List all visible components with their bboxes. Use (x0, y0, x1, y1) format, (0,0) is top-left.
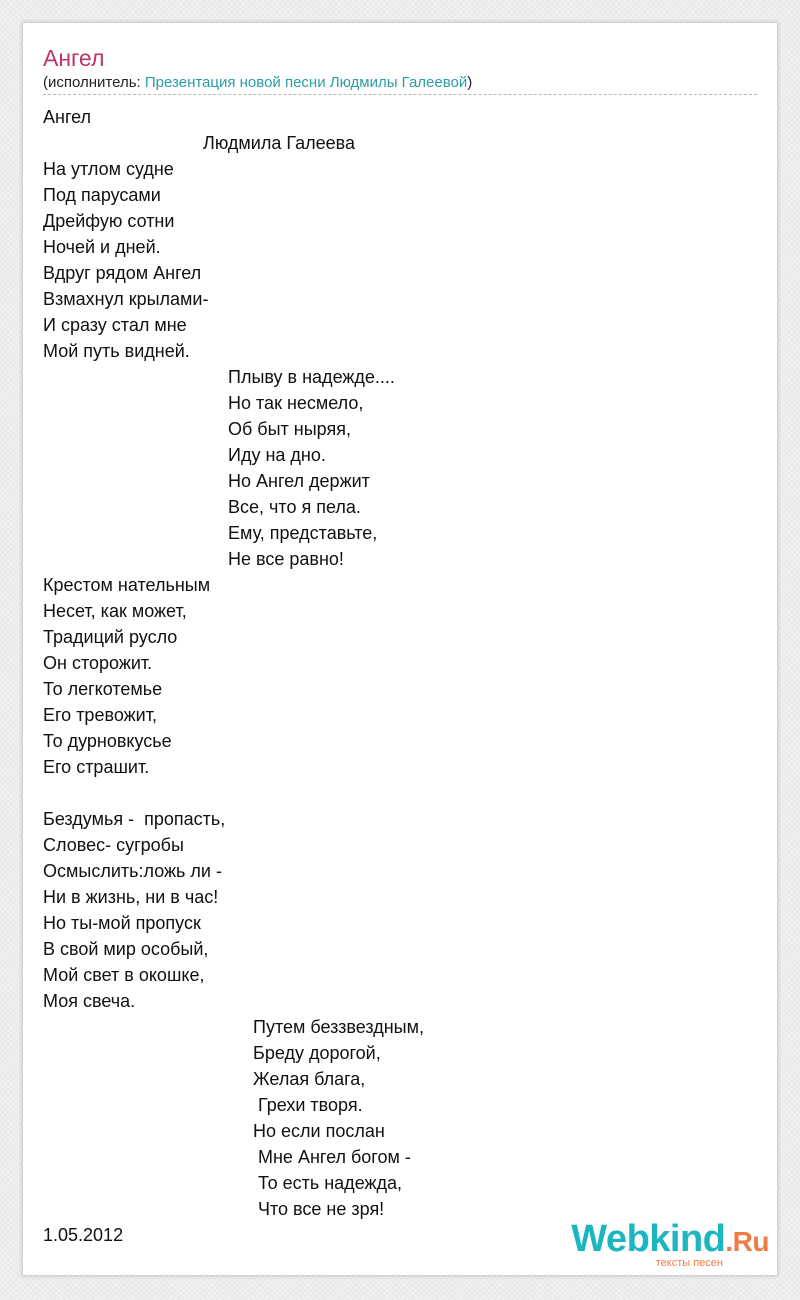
lyric-line: Крестом нательным (43, 575, 211, 595)
lyric-line: Мой свет в окошке, (43, 965, 205, 985)
lyric-line: Он сторожит. (43, 653, 153, 673)
artist-link[interactable]: Презентация новой песни Людмилы Галеевой (144, 74, 468, 91)
lyrics-card (22, 22, 778, 1276)
lyric-line: Моя свеча. (43, 991, 136, 1011)
lyric-line: Вдруг рядом Ангел (43, 263, 202, 283)
lyric-line: В свой мир особый, (43, 939, 209, 959)
lyric-line: Иду на дно. (228, 445, 326, 465)
lyric-line: Но так несмело, (228, 393, 364, 413)
lyrics-body (43, 104, 757, 1222)
artist-line (43, 73, 472, 93)
lyric-line: Бреду дорогой, (253, 1043, 381, 1063)
lyric-line: Но ты-мой пропуск (43, 913, 201, 933)
lyric-line: То дурновкусье (43, 731, 172, 751)
artist-prefix: (исполнитель: (43, 74, 145, 91)
lyric-line: Несет, как может, (43, 601, 187, 621)
lyric-line: Мой путь видней. (43, 341, 190, 361)
logo-ru-text: .Ru (725, 1226, 769, 1257)
lyric-line: Все, что я пела. (228, 497, 361, 517)
logo-wordmark (571, 1220, 769, 1261)
lyric-line: Но если послан (253, 1121, 385, 1141)
lyric-line: Дрейфую сотни (43, 211, 175, 231)
lyric-line: Плыву в надежде.... (228, 367, 395, 387)
logo-main-text: Webkind (571, 1218, 726, 1260)
lyric-line: Словес- сугробы (43, 835, 184, 855)
lyric-line: То легкотемье (43, 679, 163, 699)
lyric-line (43, 780, 757, 806)
lyric-line: Мне Ангел богом - (253, 1147, 411, 1167)
lyric-line: Что все не зря! (253, 1199, 385, 1219)
logo-tagline: тексты песен (655, 1257, 723, 1269)
lyric-line: Под парусами (43, 185, 161, 205)
publish-date: 1.05.2012 (43, 1225, 124, 1245)
dashed-divider (43, 94, 757, 95)
site-logo[interactable] (571, 1220, 769, 1269)
artist-suffix: ) (467, 74, 473, 91)
lyric-line: Взмахнул крылами- (43, 289, 209, 309)
lyric-line: Осмыслить:ложь ли - (43, 861, 222, 881)
lyric-line: Ночей и дней. (43, 237, 161, 257)
lyric-line: Желая блага, (253, 1069, 366, 1089)
lyric-line: Путем беззвездным, (253, 1017, 424, 1037)
lyric-line: На утлом судне (43, 159, 174, 179)
lyric-line: То есть надежда, (253, 1173, 403, 1193)
lyric-line: Не все равно! (228, 549, 344, 569)
lyric-line: Традиций русло (43, 627, 178, 647)
lyric-line: Об быт ныряя, (228, 419, 351, 439)
lyric-line: Грехи творя. (253, 1095, 363, 1115)
lyric-line: Ни в жизнь, ни в час! (43, 887, 219, 907)
lyric-line: Бездумья - пропасть, (43, 809, 226, 829)
lyric-line: Его тревожит, (43, 705, 157, 725)
lyric-line: Но Ангел держит (228, 471, 370, 491)
lyric-line: Ангел (43, 107, 92, 127)
lyric-line: Ему, представьте, (228, 523, 378, 543)
song-title: Ангел (43, 45, 105, 71)
lyric-line: Людмила Галеева (203, 133, 356, 153)
lyric-line: И сразу стал мне (43, 315, 187, 335)
lyric-line: Его страшит. (43, 757, 150, 777)
